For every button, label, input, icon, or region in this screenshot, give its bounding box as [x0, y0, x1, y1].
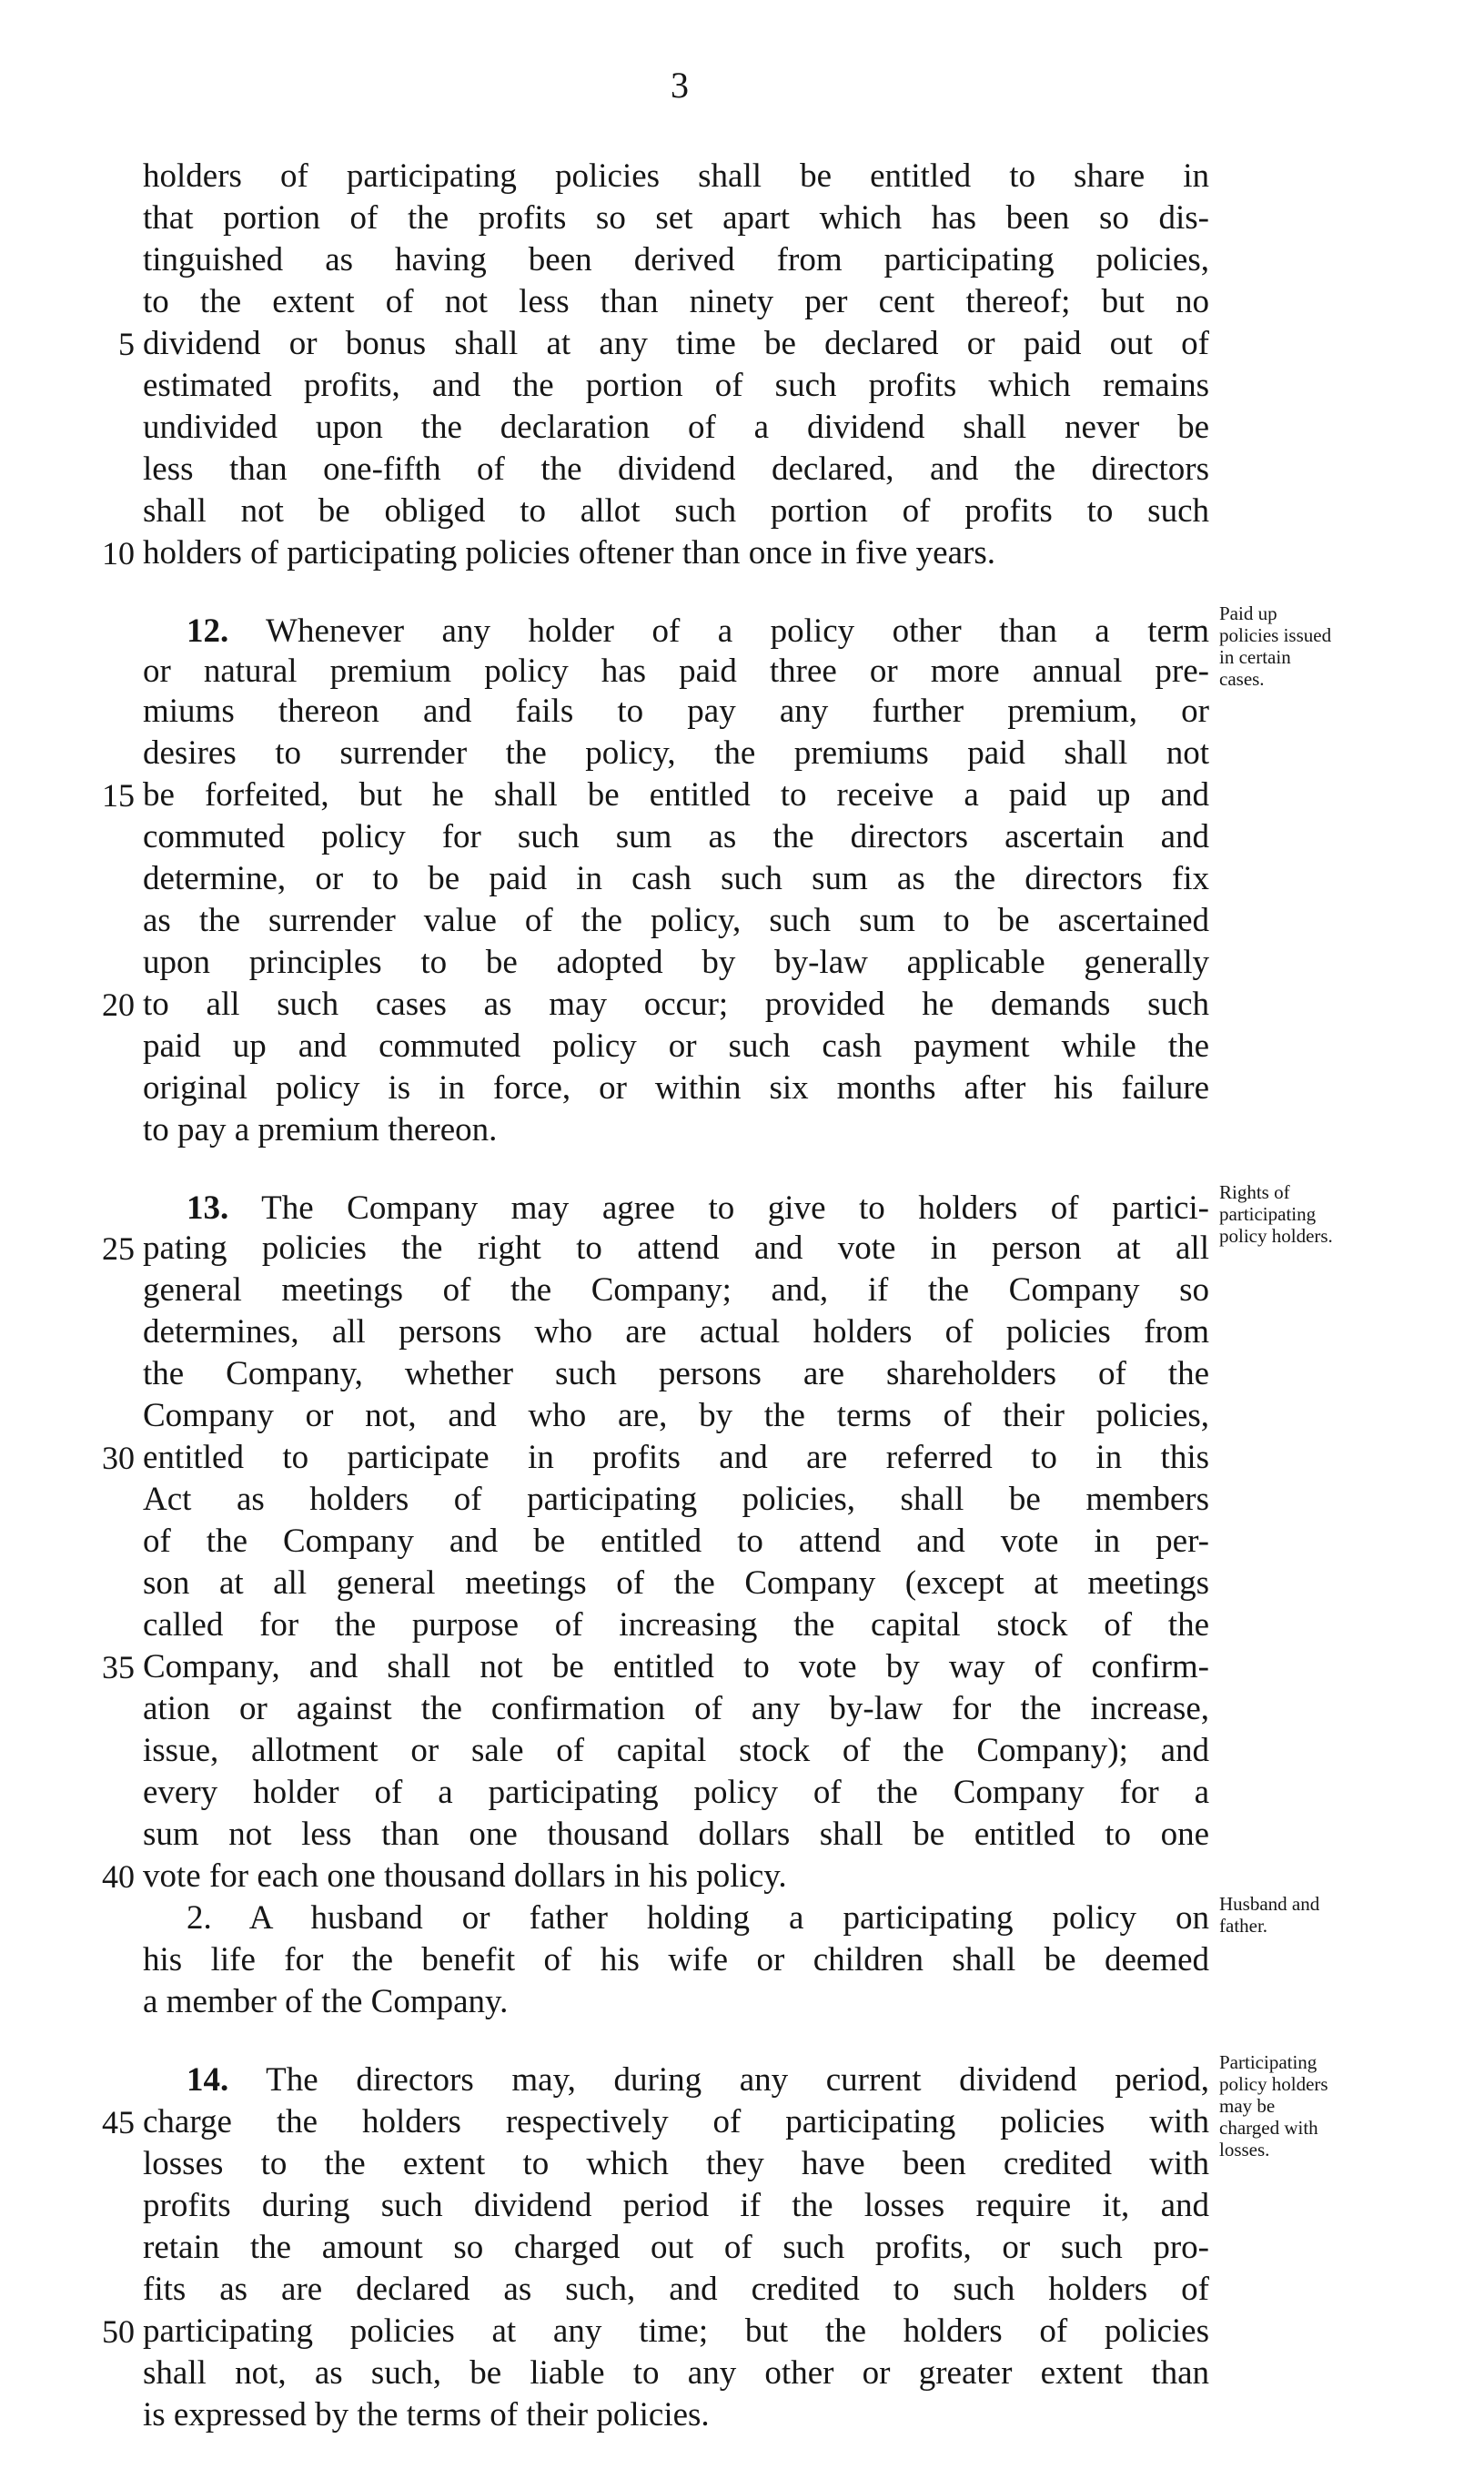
marginal-note-line: charged with [1219, 2117, 1318, 2139]
text-line: general meetings of the Company; and, if the Company so [143, 1271, 1209, 1309]
section-number: 13. [187, 1189, 229, 1227]
text-line: charge the holders respectively of participating policies with [143, 2103, 1209, 2140]
text-line: original policy is in force, or within six months after his failure [143, 1069, 1209, 1107]
text-line: 2. A husband or father holding a participating policy on [187, 1899, 1209, 1937]
text-line: paid up and commuted policy or such cash payment while the [143, 1027, 1209, 1065]
marginal-note-line: in certain [1219, 646, 1291, 668]
marginal-note-line: Rights of [1219, 1181, 1290, 1203]
page-number: 3 [671, 65, 689, 106]
text-line: commuted policy for such sum as the directors ascertain and [143, 818, 1209, 855]
text-line: Act as holders of participating policies, shall be members [143, 1481, 1209, 1518]
text-line: dividend or bonus shall at any time be declared or paid out of [143, 325, 1209, 362]
text-line: to all such cases as may occur; provided he demands such [143, 986, 1209, 1023]
marginal-note-line: father. [1219, 1915, 1268, 1937]
marginal-note-line: may be [1219, 2095, 1276, 2117]
text-line: entitled to participate in profits and are referred to in this [143, 1439, 1209, 1476]
text-line: participating policies at any time; but the holders of policies [143, 2312, 1209, 2350]
marginal-note-line: participating [1219, 1203, 1317, 1225]
text-line: holders of participating policies shall be entitled to share in [143, 157, 1209, 195]
text-line: 14. The directors may, during any current dividend period, [187, 2061, 1209, 2099]
text-line: to the extent of not less than ninety per cent thereof; but no [143, 283, 1209, 320]
marginal-note-line: policies issued [1219, 624, 1332, 646]
marginal-note-line: policy holders. [1219, 1225, 1333, 1247]
text-line: shall not, as such, be liable to any other or greater extent than [143, 2354, 1209, 2392]
text-line: be forfeited, but he shall be entitled to receive a paid up and [143, 776, 1209, 814]
section-number: 12. [187, 612, 229, 650]
text-line: his life for the benefit of his wife or children shall be deemed [143, 1941, 1209, 1978]
text-line: miums thereon and fails to pay any further premium, or [143, 693, 1209, 730]
text-line: losses to the extent to which they have been credited with [143, 2145, 1209, 2182]
line-number: 45 [102, 2104, 135, 2140]
line-number: 25 [102, 1230, 135, 1267]
text-line: vote for each one thousand dollars in his policy. [143, 1857, 787, 1895]
text-line: holders of participating policies oftener than once in five years. [143, 534, 995, 572]
marginal-note-line: Husband and [1219, 1893, 1320, 1915]
marginal-note-line: cases. [1219, 668, 1265, 690]
text-line: ation or against the confirmation of any by-law for the increase, [143, 1690, 1209, 1727]
text-line: estimated profits, and the portion of such profits which remains [143, 367, 1209, 404]
text-line: shall not be obliged to allot such portion of profits to such [143, 492, 1209, 530]
marginal-note-line: Participating [1219, 2051, 1317, 2073]
text-line: Company, and shall not be entitled to vote by way of confirm- [143, 1648, 1209, 1685]
marginal-note-line: policy holders [1219, 2073, 1328, 2095]
text-line: determine, or to be paid in cash such sum as the directors fix [143, 860, 1209, 897]
text-line: sum not less than one thousand dollars shall be entitled to one [143, 1816, 1209, 1853]
text-line: of the Company and be entitled to attend and vote in per- [143, 1523, 1209, 1560]
line-number: 30 [102, 1440, 135, 1476]
text-line: less than one-fifth of the dividend declared, and the directors [143, 450, 1209, 488]
text-line: determines, all persons who are actual holders of policies from [143, 1313, 1209, 1351]
text-line: 12. Whenever any holder of a policy other than a term [187, 612, 1209, 650]
line-number: 15 [102, 777, 135, 814]
text-line: or natural premium policy has paid three or more annual pre- [143, 653, 1209, 690]
text-line: the Company, whether such persons are shareholders of the [143, 1355, 1209, 1392]
text-line: to pay a premium thereon. [143, 1111, 498, 1148]
text-line: 13. The Company may agree to give to holders of partici- [187, 1189, 1209, 1227]
text-line: undivided upon the declaration of a dividend shall never be [143, 409, 1209, 446]
line-number: 50 [102, 2313, 135, 2350]
text-line: that portion of the profits so set apart which has been so dis- [143, 199, 1209, 237]
text-line: son at all general meetings of the Company (except at meetings [143, 1564, 1209, 1602]
text-line: retain the amount so charged out of such profits, or such pro- [143, 2229, 1209, 2266]
marginal-note-line: Paid up [1219, 602, 1277, 624]
text-line: issue, allotment or sale of capital stock of the Company); and [143, 1732, 1209, 1769]
text-line: a member of the Company. [143, 1983, 509, 2020]
text-line: fits as are declared as such, and credited to such holders of [143, 2271, 1209, 2308]
text-line: is expressed by the terms of their policies. [143, 2396, 710, 2434]
text-line: desires to surrender the policy, the premiums paid shall not [143, 734, 1209, 772]
text-line: profits during such dividend period if the losses require it, and [143, 2187, 1209, 2224]
line-number: 10 [102, 535, 135, 572]
text-line: Company or not, and who are, by the terms of their policies, [143, 1397, 1209, 1434]
section-number: 14. [187, 2061, 229, 2099]
line-number: 35 [102, 1649, 135, 1685]
line-number: 40 [102, 1858, 135, 1895]
line-number: 5 [118, 326, 135, 362]
text-line: upon principles to be adopted by by-law applicable generally [143, 944, 1209, 981]
text-line: as the surrender value of the policy, such sum to be ascertained [143, 902, 1209, 939]
text-line: tinguished as having been derived from participating policies, [143, 241, 1209, 278]
text-line: called for the purpose of increasing the capital stock of the [143, 1606, 1209, 1644]
text-line: every holder of a participating policy of the Company for a [143, 1774, 1209, 1811]
marginal-note-line: losses. [1219, 2139, 1270, 2160]
text-line: pating policies the right to attend and vote in person at all [143, 1229, 1209, 1267]
line-number: 20 [102, 987, 135, 1023]
